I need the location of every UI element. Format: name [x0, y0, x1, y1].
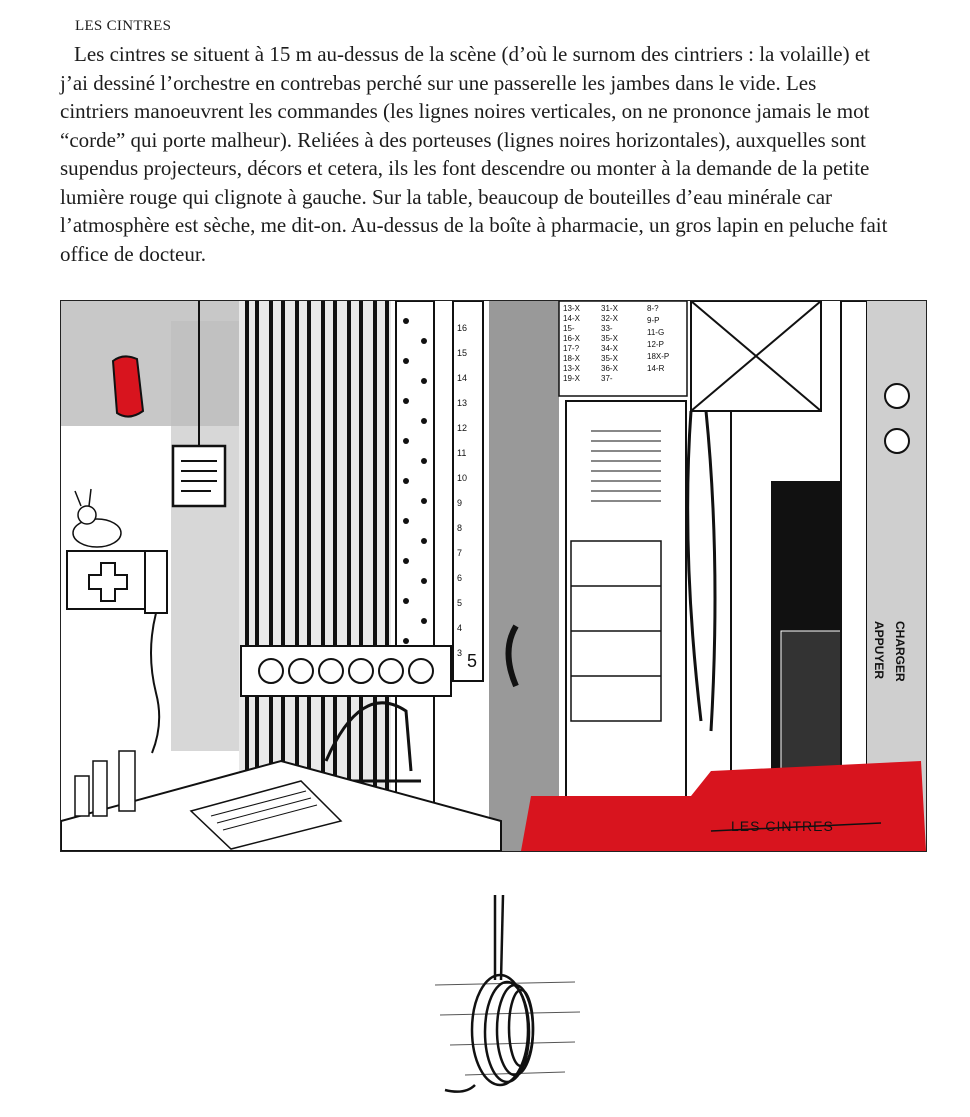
- list-entry: 8-?: [647, 304, 659, 313]
- gauge-number: 5: [457, 598, 463, 608]
- list-entry: 35-X: [601, 334, 618, 343]
- list-entry: 34-X: [601, 344, 618, 353]
- list-entry: 32-X: [601, 314, 618, 323]
- list-entry: 15-: [563, 324, 575, 333]
- rope-coil-icon: [425, 890, 595, 1110]
- rope-coil-illustration: [425, 890, 595, 1110]
- list-entry: 13-X: [563, 364, 580, 373]
- list-entry: 13-X: [563, 304, 580, 313]
- dial-icon: [885, 384, 909, 408]
- shelving-unit: [566, 401, 686, 851]
- schedule-list: [563, 304, 669, 383]
- gauge-number: 4: [457, 623, 463, 633]
- gauge-number: 16: [457, 323, 468, 333]
- list-entry: 9-P: [647, 316, 660, 325]
- list-entry: 11-G: [647, 328, 665, 337]
- gauge-big-number: 5: [467, 651, 478, 671]
- control-panel: [241, 646, 451, 696]
- red-warning-light-icon: [113, 356, 143, 416]
- list-entry: 19-X: [563, 374, 580, 383]
- sketch-illustration: [60, 300, 927, 852]
- central-dark-panel: [489, 301, 559, 851]
- gauge-number: 8: [457, 523, 463, 533]
- hanging-cables: [688, 411, 715, 731]
- list-entry: 17-?: [563, 344, 580, 353]
- gauge-number: 12: [457, 423, 468, 433]
- list-entry: 37-: [601, 374, 613, 383]
- section-heading: LES CINTRES: [75, 18, 172, 34]
- gauge-number: 6: [457, 573, 463, 583]
- list-entry: 18-X: [563, 354, 580, 363]
- list-entry: 33-: [601, 324, 613, 333]
- gauge-number: 3: [457, 648, 463, 658]
- gauge-number: 13: [457, 398, 468, 408]
- list-entry: 14-X: [563, 314, 580, 323]
- sign-charger: CHARGER: [893, 621, 907, 682]
- gauge-number: 10: [457, 473, 468, 483]
- gauge-number: 15: [457, 348, 468, 358]
- gauge-number: 14: [457, 373, 468, 383]
- article-body: [60, 40, 890, 268]
- list-entry: 36-X: [601, 364, 618, 373]
- article-paragraph: Les cintres se situent à 15 m au-dessus de la scène (d’où le surnom des cintriers : la volaille) et j’ai dessiné l’orchestre en contrebas perché sur une passerelle les jambes dans le vide. Les cintriers manoeuvrent les commandes (les lignes noires verticales, on ne prononce jamais le mot “corde” qui porte malheur). Reliées à des porteuses (lignes noires horizontales), auxquelles sont supendus projecteurs, décors et cetera, ils les font descendre ou monter à la demande de la petite lumière rouge qui clignote à gauche. Sur la table, beaucoup de bouteilles d’eau minérale car l’atmosphère est sèche, me dit-on. Au-dessus de la boîte à pharmacie, un gros lapin en peluche fait office de docteur.: [60, 42, 888, 266]
- sign-appuyer: APPUYER: [872, 621, 886, 680]
- list-entry: 35-X: [601, 354, 618, 363]
- list-entry: 18X-P: [647, 352, 670, 361]
- perforated-beam: [396, 301, 434, 851]
- gauge-number: 9: [457, 498, 463, 508]
- sketch-drawing: [61, 301, 926, 851]
- sketch-caption: LES CINTRES: [731, 818, 834, 834]
- list-entry: 31-X: [601, 304, 618, 313]
- dial-icon: [885, 429, 909, 453]
- list-entry: 16-X: [563, 334, 580, 343]
- gauge-number: 7: [457, 548, 463, 558]
- list-entry: 14-R: [647, 364, 665, 373]
- gauge-number: 11: [457, 448, 467, 458]
- list-entry: 12-P: [647, 340, 664, 349]
